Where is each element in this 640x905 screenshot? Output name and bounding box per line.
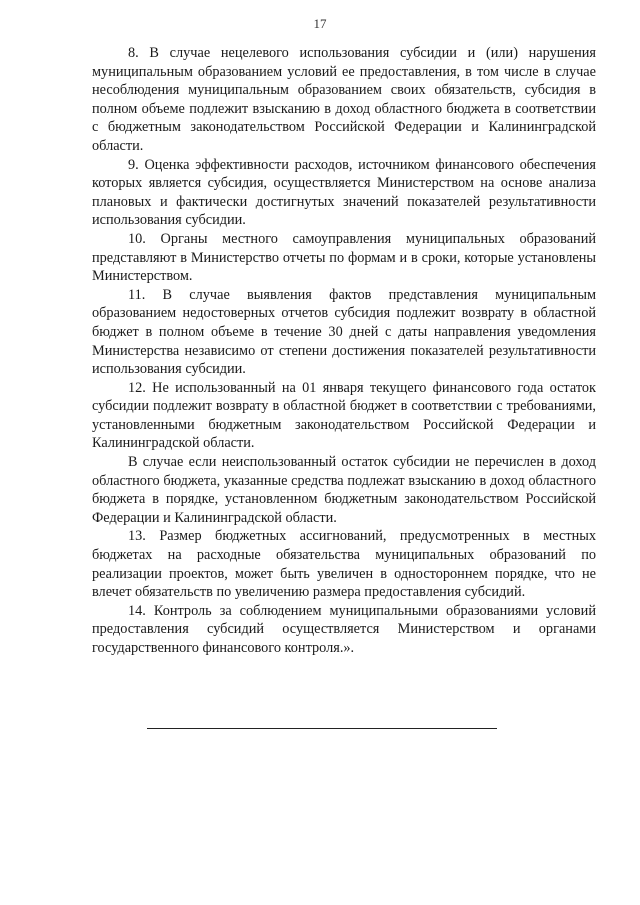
paragraph-12-continuation: В случае если неиспользованный остаток субсидии не перечислен в доход областного бюджета, указанные средства подлежат взысканию в доход областного бюджета в порядке, установленном бюджетным законодательством Российской Федерации и Калининградской области. bbox=[92, 454, 596, 526]
document-body bbox=[92, 44, 596, 658]
paragraph-14: 14. Контроль за соблюдением муниципальными образованиями условий предоставления субсидий осуществляется Министерством и органами государственного финансового контроля.». bbox=[92, 602, 596, 656]
paragraph-8: 8. В случае нецелевого использования субсидии и (или) нарушения муниципальным образованием условий ее предоставления, в том числе в случае несоблюдения муниципальным образованием своих обязательств, субсидия в полном объеме подлежит взысканию в доход областного бюджета в соответствии с бюджетным законодательством Российской Федерации и Калининградской области. bbox=[92, 45, 596, 154]
closing-rule-divider bbox=[147, 728, 497, 729]
page-number: 17 bbox=[313, 16, 327, 31]
paragraph-12: 12. Не использованный на 01 января текущего финансового года остаток субсидии подлежит возврату в областной бюджет в соответствии с требованиями, установленными бюджетным законодательством Российской Федерации и Калининградской области. bbox=[92, 379, 596, 452]
paragraph-13: 13. Размер бюджетных ассигнований, предусмотренных в местных бюджетах на расходные обязательства муниципальных образований по реализации проектов, может быть увеличен в одностороннем порядке, что не влечет обязательств по увеличению размера предоставления субсидий. bbox=[92, 528, 596, 601]
paragraph-10: 10. Органы местного самоуправления муниципальных образований представляют в Министерство отчеты по формам и в сроки, которые установлены Министерством. bbox=[92, 230, 596, 285]
paragraph-9: 9. Оценка эффективности расходов, источником финансового обеспечения которых является субсидия, осуществляется Министерством на основе анализа плановых и фактически достигнутых значений показателей результативности использования субсидии. bbox=[92, 156, 596, 229]
paragraph-11: 11. В случае выявления фактов представления муниципальным образованием недостоверных отчетов субсидия подлежит возврату в областной бюджет в полном объеме в течение 30 дней с даты направления уведомления Министерства независимо от степени достижения показателей результативности использования субсидии. bbox=[92, 286, 596, 378]
